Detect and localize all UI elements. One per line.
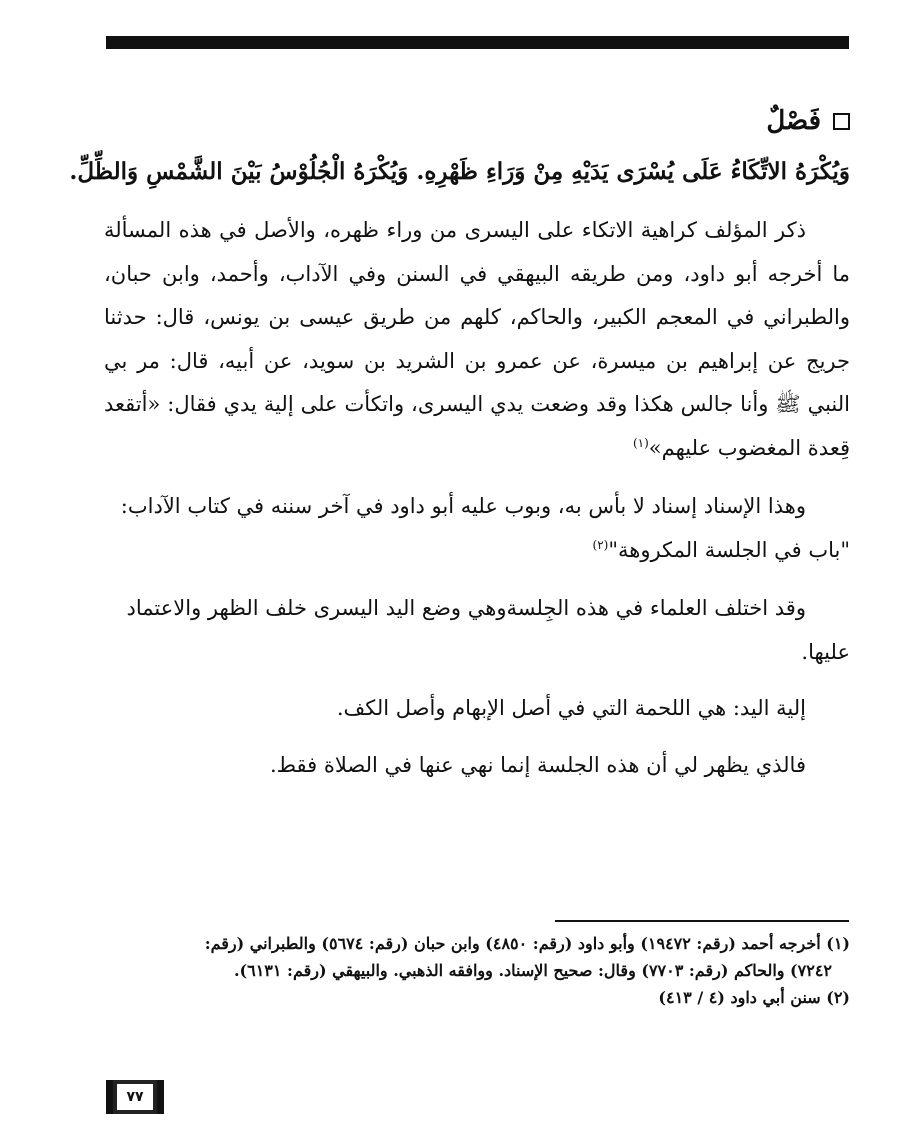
footnote-line: ٧٢٤٢) والحاكم (رقم: ٧٧٠٣) وقال: صحيح الإسناد. ووافقه الذهبي. والبيهقي (رقم: ٦١٣١). — [233, 961, 832, 980]
paragraph — [104, 209, 850, 470]
page-number-box — [106, 1080, 164, 1114]
paragraph-text: فالذي يظهر لي أن هذه الجلسة إنما نهي عنها في الصلاة فقط. — [269, 752, 806, 777]
paragraph-text: ذكر المؤلف كراهية الاتكاء على اليسرى من وراء ظهره، والأصل في هذه المسألة ما أخرجه أبو داود، ومن طريقه البيهقي في السنن وفي الآداب، وأحمد، وابن حبان، والطبراني في المعجم الكبير، والحاكم، كلهم من طريق عيسى بن يونس، قال: حدثنا جريج عن إبراهيم بن ميسرة، عن عمرو بن الشريد بن سويد، عن أبيه، قال: مر بي النبي ﷺ وأنا جالس هكذا وقد وضعت يدي اليسرى، واتكأت على إلية يدي فقال: «أتقعد قِعدة المغضوب عليهم» — [104, 218, 850, 460]
footnote-divider — [555, 920, 849, 922]
section-heading — [104, 96, 850, 146]
paragraph-text: وقد اختلف العلماء في هذه الجِلسةوهي وضع اليد اليسرى خلف الظهر والاعتماد عليها. — [126, 596, 850, 664]
paragraph — [104, 587, 850, 674]
matn-text: وَيُكْرَهُ الاتِّكَاءُ عَلَى يُسْرَى يَدَيْهِ مِنْ وَرَاءِ ظَهْرِهِ. وَيُكْرَهُ الْجُلُوْسُ بَيْنَ الشَّمْسِ وَالظِّلِّ. — [69, 158, 850, 185]
footnote-ref[interactable]: (١) — [632, 435, 649, 450]
page-number: ٧٧ — [117, 1084, 153, 1110]
top-rule — [106, 36, 849, 49]
footnote-line: (١) أخرجه أحمد (رقم: ١٩٤٧٢) وأبو داود (رقم: ٤٨٥٠) وابن حبان (رقم: ٥٦٧٤) والطبراني (رقم: — [204, 934, 850, 953]
footnotes — [104, 930, 850, 1011]
square-icon — [833, 113, 850, 130]
footnote-line: (٢) سنن أبي داود (٤ / ٤١٣) — [658, 988, 850, 1007]
paragraph — [104, 744, 850, 788]
paragraph — [104, 485, 850, 572]
section-title: فَصْلٌ — [766, 106, 821, 136]
page-body — [69, 96, 850, 787]
paragraph-text: وهذا الإسناد إسناد لا بأس به، وبوب عليه أبو داود في آخر سننه في كتاب الآداب: "باب في الجلسة المكروهة" — [120, 494, 850, 562]
paragraph — [104, 687, 850, 731]
footnote-ref[interactable]: (٢) — [592, 537, 609, 552]
paragraph-text: إلية اليد: هي اللحمة التي في أصل الإبهام وأصل الكف. — [336, 696, 806, 720]
